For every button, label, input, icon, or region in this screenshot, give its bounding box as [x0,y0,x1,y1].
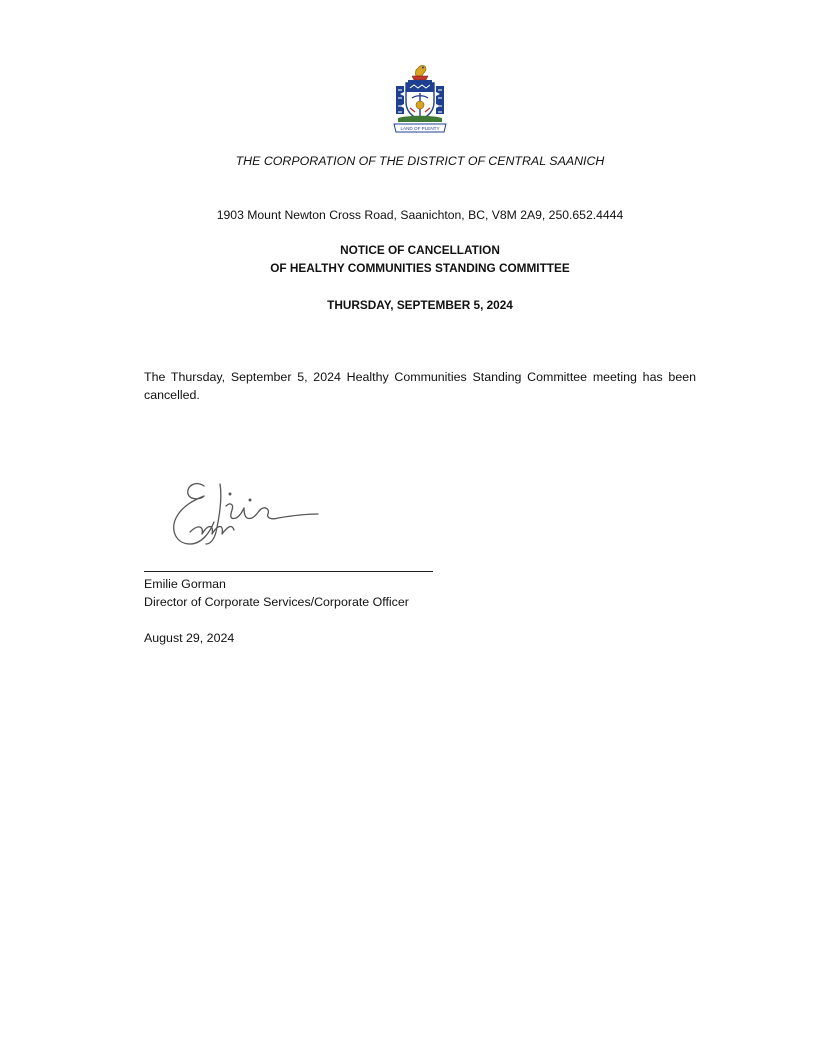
handwritten-signature-icon [160,474,330,560]
signer-name: Emilie Gorman [144,577,226,591]
organization-address: 1903 Mount Newton Cross Road, Saanichton, BC, V8M 2A9, 250.652.4444 [216,208,624,222]
signature-line [144,571,433,572]
notice-title-line-2: OF HEALTHY COMMUNITIES STANDING COMMITTEE [270,261,570,275]
notice-title-line-1: NOTICE OF CANCELLATION [340,243,500,257]
meeting-date-heading: THURSDAY, SEPTEMBER 5, 2024 [327,298,513,312]
organization-name: THE CORPORATION OF THE DISTRICT OF CENTRAL SAANICH [235,154,605,168]
crest-motto: LAND OF PLENTY [400,126,440,132]
cancellation-paragraph: The Thursday, September 5, 2024 Healthy Communities Standing Committee meeting has been cancelled. [144,370,696,402]
district-crest-icon [388,62,452,134]
document-date: August 29, 2024 [144,631,235,645]
signer-title: Director of Corporate Services/Corporate Officer [144,595,409,609]
